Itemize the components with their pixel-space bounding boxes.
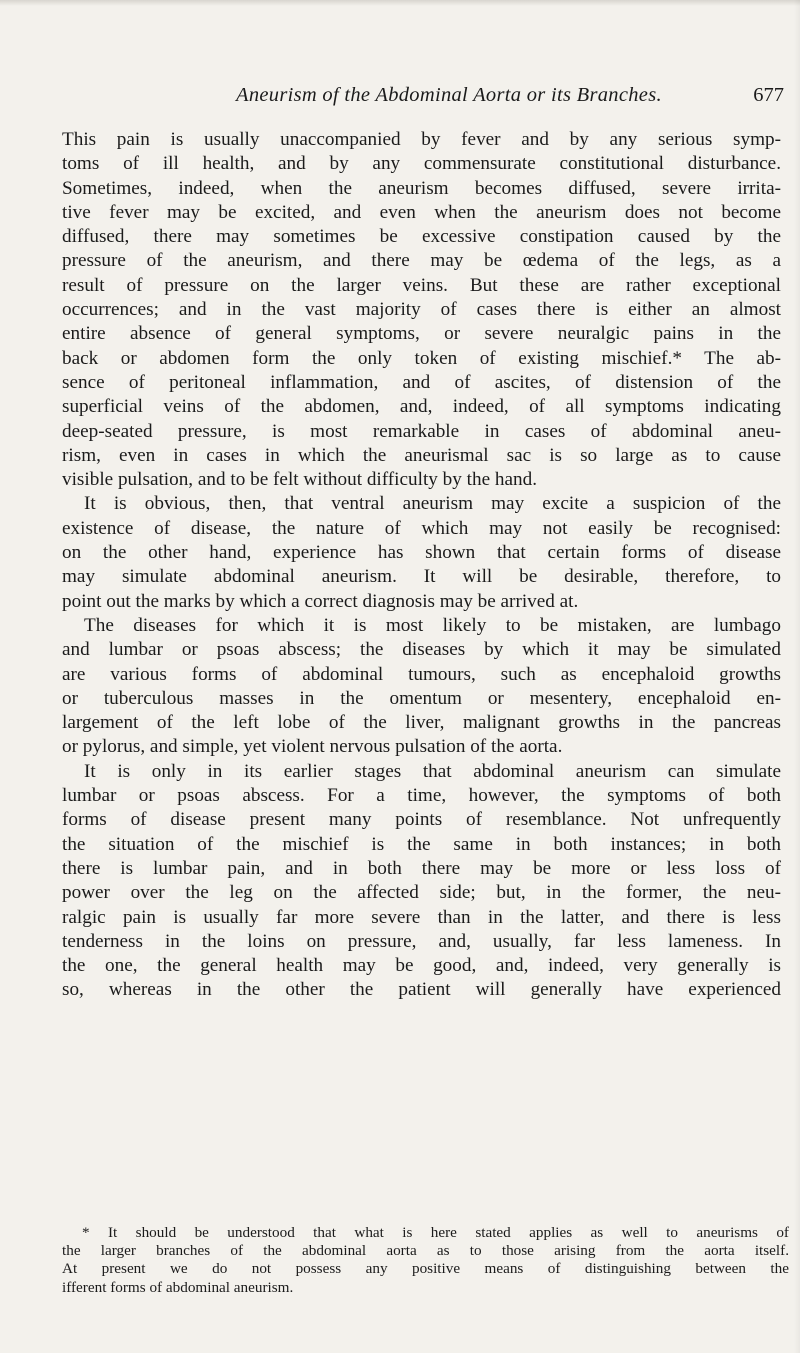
page-number: 677: [753, 84, 784, 106]
text-line: Sometimes, indeed, when the aneurism becomes diffused, severe irrita-: [62, 177, 781, 199]
text-line: result of pressure on the larger veins. But these are rather exceptional: [62, 274, 781, 296]
text-line: entire absence of general symptoms, or severe neuralgic pains in the: [62, 323, 781, 345]
text-line: and lumbar or psoas abscess; the diseases by which it may be simulated: [62, 639, 781, 661]
footnote-line: * It should be understood that what is here stated applies as well to aneurisms of: [82, 1224, 789, 1241]
text-line: lumbar or psoas abscess. For a time, however, the symptoms of both: [62, 785, 781, 807]
text-line: forms of disease present many points of resemblance. Not unfrequently: [62, 809, 781, 831]
text-line: tive fever may be excited, and even when the aneurism does not become: [62, 201, 781, 223]
text-line: the one, the general health may be good, and, indeed, very generally is: [62, 955, 781, 977]
text-line: visible pulsation, and to be felt without difficulty by the hand.: [62, 469, 537, 491]
text-line: so, whereas in the other the patient will generally have experienced: [62, 979, 781, 1001]
text-line: It is obvious, then, that ventral aneurism may excite a suspicion of the: [84, 493, 781, 515]
text-line: tenderness in the loins on pressure, and, usually, far less lameness. In: [62, 930, 781, 952]
page-top-edge: [0, 0, 800, 6]
text-line: It is only in its earlier stages that abdominal aneurism can simulate: [84, 760, 781, 782]
text-line: deep-seated pressure, is most remarkable in cases of abdominal aneu-: [62, 420, 781, 442]
text-line: pressure of the aneurism, and there may be œdema of the legs, as a: [62, 250, 781, 272]
text-line: rism, even in cases in which the aneurismal sac is so large as to cause: [62, 444, 781, 466]
footnote-line: the larger branches of the abdominal aorta as to those arising from the aorta itself.: [62, 1242, 789, 1260]
text-line: ralgic pain is usually far more severe than in the latter, and there is less: [62, 906, 781, 928]
text-line: diffused, there may sometimes be excessive constipation caused by the: [62, 226, 781, 248]
text-line: The diseases for which it is most likely to be mistaken, are lumbago: [84, 614, 781, 636]
text-line: occurrences; and in the vast majority of cases there is either an almost: [62, 299, 781, 321]
running-head: [236, 84, 784, 110]
text-line: This pain is usually unaccompanied by fever and by any serious symp-: [62, 129, 781, 150]
text-line: or pylorus, and simple, yet violent nervous pulsation of the aorta.: [62, 736, 563, 758]
text-line: superficial veins of the abdomen, and, indeed, of all symptoms indicating: [62, 396, 781, 418]
body-text: [62, 128, 781, 1003]
text-line: on the other hand, experience has shown that certain forms of disease: [62, 542, 781, 564]
text-line: back or abdomen form the only token of existing mischief.* The ab-: [62, 347, 781, 369]
footnote-line: ifferent forms of abdominal aneurism.: [62, 1278, 294, 1296]
footnote-line: At present we do not possess any positive means of distinguishing between the: [62, 1260, 789, 1278]
running-title: Aneurism of the Abdominal Aorta or its Branches.: [236, 84, 662, 106]
text-line: existence of disease, the nature of which may not easily be recognised:: [62, 517, 781, 539]
text-line: are various forms of abdominal tumours, such as encephaloid growths: [62, 663, 781, 685]
text-line: power over the leg on the affected side; but, in the former, the neu-: [62, 882, 781, 904]
footnote: [62, 1224, 789, 1297]
text-line: largement of the left lobe of the liver, malignant growths in the pancreas: [62, 712, 781, 734]
text-line: or tuberculous masses in the omentum or mesentery, encephaloid en-: [62, 687, 781, 709]
page-edge-shadow: [794, 0, 800, 1353]
text-line: may simulate abdominal aneurism. It will be desirable, therefore, to: [62, 566, 781, 588]
text-line: sence of peritoneal inflammation, and of ascites, of distension of the: [62, 371, 781, 393]
text-line: point out the marks by which a correct diagnosis may be arrived at.: [62, 590, 579, 612]
text-line: the situation of the mischief is the same in both instances; in both: [62, 833, 781, 855]
text-line: there is lumbar pain, and in both there may be more or less loss of: [62, 857, 781, 879]
text-line: toms of ill health, and by any commensurate constitutional disturbance.: [62, 153, 781, 175]
